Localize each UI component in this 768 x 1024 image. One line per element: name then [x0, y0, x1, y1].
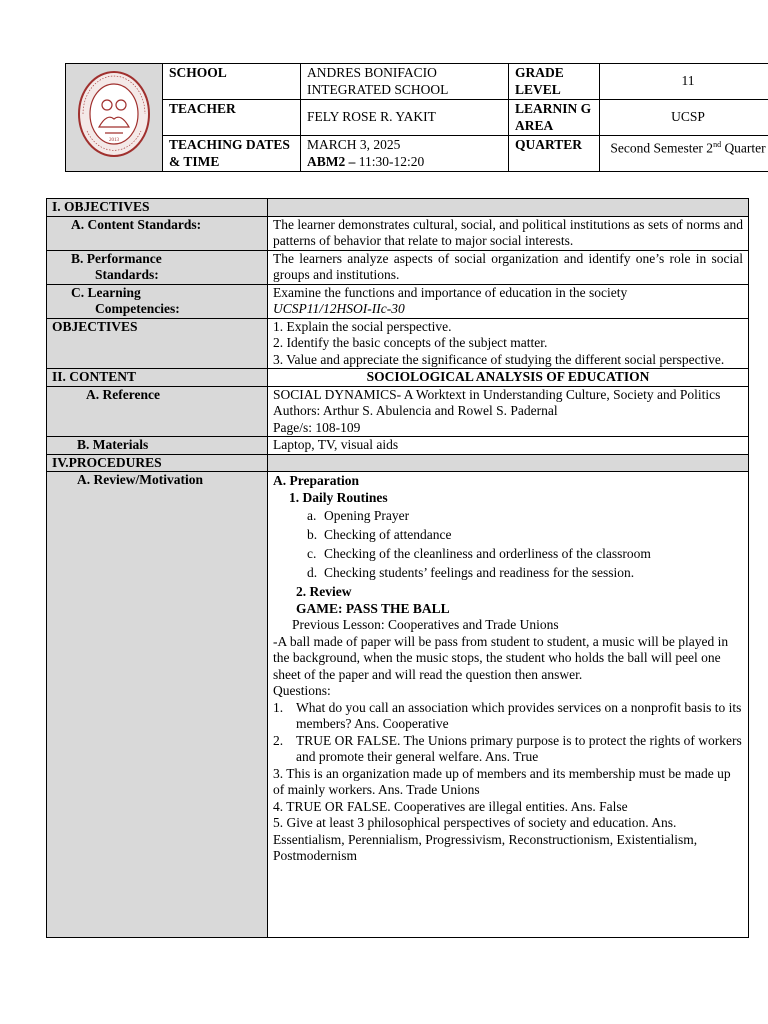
content-standards-label: A. Content Standards:: [47, 216, 268, 250]
materials-value: Laptop, TV, visual aids: [268, 437, 749, 455]
routine-text: Opening Prayer: [324, 508, 410, 523]
game-title: GAME: PASS THE BALL: [296, 600, 450, 616]
routine-letter: a.: [307, 508, 317, 523]
reference-label: A. Reference: [47, 386, 268, 437]
preparation-heading: A. Preparation: [273, 473, 359, 488]
objectives-heading-blank: [268, 199, 749, 217]
question-text: What do you call an association which provides services on a nonprofit basis to its members? Ans. Cooperative: [296, 699, 742, 731]
dates-label: TEACHING DATES & TIME: [163, 136, 301, 172]
learning-competency-code: UCSP11/12HSOI-IIc-30: [273, 301, 405, 316]
routine-text: Checking of the cleanliness and orderliness of the classroom: [324, 546, 651, 561]
objective-item: 3. Value and appreciate the significance of studying the different social perspective.: [273, 351, 725, 367]
objectives-list: [268, 318, 749, 369]
grade-label: GRADE LEVEL: [509, 64, 600, 100]
dates-line-1: MARCH 3, 2025: [307, 137, 401, 152]
quarter-sup: nd: [713, 140, 722, 149]
question-item: 5. Give at least 3 philosophical perspectives of society and education. Ans. Essentialism, Perennialism, Progressivism, Reconstructionism, Existentialism, Postmodernism: [273, 815, 698, 863]
review-motivation-label: A. Review/Motivation: [47, 472, 268, 938]
learning-competencies-label: [47, 284, 268, 318]
dates-line-2: [307, 154, 502, 171]
daily-routines-heading: 1. Daily Routines: [289, 489, 388, 505]
quarter-word: Quarter: [724, 140, 766, 156]
school-logo-cell: [66, 64, 163, 172]
routine-letter: b.: [307, 527, 318, 542]
question-item: 3. This is an organization made up of members and its membership must be made up of mainly workers. Ans. Trade Unions: [273, 765, 731, 797]
routine-letter: d.: [307, 565, 318, 580]
quarter-value: [600, 136, 768, 172]
question-item: 4. TRUE OR FALSE. Cooperatives are illegal entities. Ans. False: [273, 798, 628, 814]
routines-list: [273, 508, 743, 582]
reference-authors: Authors: Arthur S. Abulencia and Rowel S. Padernal: [273, 403, 558, 418]
question-item: [273, 733, 743, 766]
area-value: UCSP: [600, 100, 768, 136]
area-label: LEARNIN G AREA: [509, 100, 600, 136]
seal-year: 2013: [109, 138, 119, 143]
header-table: [65, 63, 768, 172]
performance-label-line2: Standards:: [95, 267, 159, 282]
question-item: [273, 700, 743, 733]
performance-label-line1: B. Performance: [71, 250, 162, 266]
teacher-value: FELY ROSE R. YAKIT: [301, 100, 509, 136]
game-instructions: -A ball made of paper will be pass from student to student, a music will be played in the background, when the music stops, the student who holds the ball will peel one sheet of the paper and will read the question then answer.: [273, 633, 729, 682]
list-item: [307, 565, 743, 582]
teacher-label: TEACHER: [163, 100, 301, 136]
objective-item: 1. Explain the social perspective.: [273, 318, 452, 334]
previous-lesson: Previous Lesson: Cooperatives and Trade Unions: [292, 617, 559, 632]
routine-text: Checking of attendance: [324, 527, 452, 542]
content-standards-value: The learner demonstrates cultural, social, and political institutions as sets of norms and patterns of behavior that relate to major social interests.: [268, 216, 749, 250]
grade-value: 11: [600, 64, 768, 100]
question-number: 2.: [273, 732, 284, 748]
list-item: [307, 508, 743, 525]
objective-item: 2. Identify the basic concepts of the subject matter.: [273, 335, 548, 350]
dates-value: [301, 136, 509, 172]
reference-book: SOCIAL DYNAMICS- A Worktext in Understanding Culture, Society and Politics: [273, 386, 721, 402]
school-value: ANDRES BONIFACIO INTEGRATED SCHOOL: [301, 64, 509, 100]
quarter-semester: Second Semester 2: [610, 140, 714, 156]
performance-standards-value: The learners analyze aspects of social organization and identify one’s role in social groups and institutions.: [268, 250, 749, 284]
question-text: TRUE OR FALSE. The Unions primary purpose is to protect the rights of workers and promote their general welfare. Ans. True: [296, 732, 742, 764]
lesson-plan-table: [46, 198, 749, 938]
procedures-heading: IV.PROCEDURES: [47, 454, 268, 472]
learning-competencies-value: [268, 284, 749, 318]
section-name: ABM2 –: [307, 153, 356, 169]
content-title: SOCIOLOGICAL ANALYSIS OF EDUCATION: [268, 369, 749, 387]
content-heading: II. CONTENT: [47, 369, 268, 387]
school-seal-icon: [77, 69, 151, 159]
reference-value: [268, 386, 749, 437]
performance-standards-label: [47, 250, 268, 284]
review-heading: 2. Review: [296, 584, 352, 599]
learning-label-line1: C. Learning: [71, 284, 141, 300]
review-motivation-content: [268, 472, 749, 938]
routine-text: Checking students’ feelings and readiness for the session.: [324, 565, 635, 580]
list-item: [307, 546, 743, 563]
materials-label: B. Materials: [47, 437, 268, 455]
questions-label: Questions:: [273, 683, 331, 698]
routine-letter: c.: [307, 546, 317, 561]
objectives-heading: I. OBJECTIVES: [47, 199, 268, 217]
question-number: 1.: [273, 699, 284, 715]
school-label: SCHOOL: [163, 64, 301, 100]
quarter-label: QUARTER: [509, 136, 600, 172]
reference-pages: Page/s: 108-109: [273, 419, 361, 435]
learning-label-line2: Competencies:: [95, 301, 180, 316]
objectives-label: OBJECTIVES: [47, 318, 268, 369]
time-range: 11:30-12:20: [355, 153, 425, 169]
learning-competency-text: Examine the functions and importance of education in the society: [273, 284, 628, 300]
list-item: [307, 527, 743, 544]
procedures-heading-blank: [268, 454, 749, 472]
